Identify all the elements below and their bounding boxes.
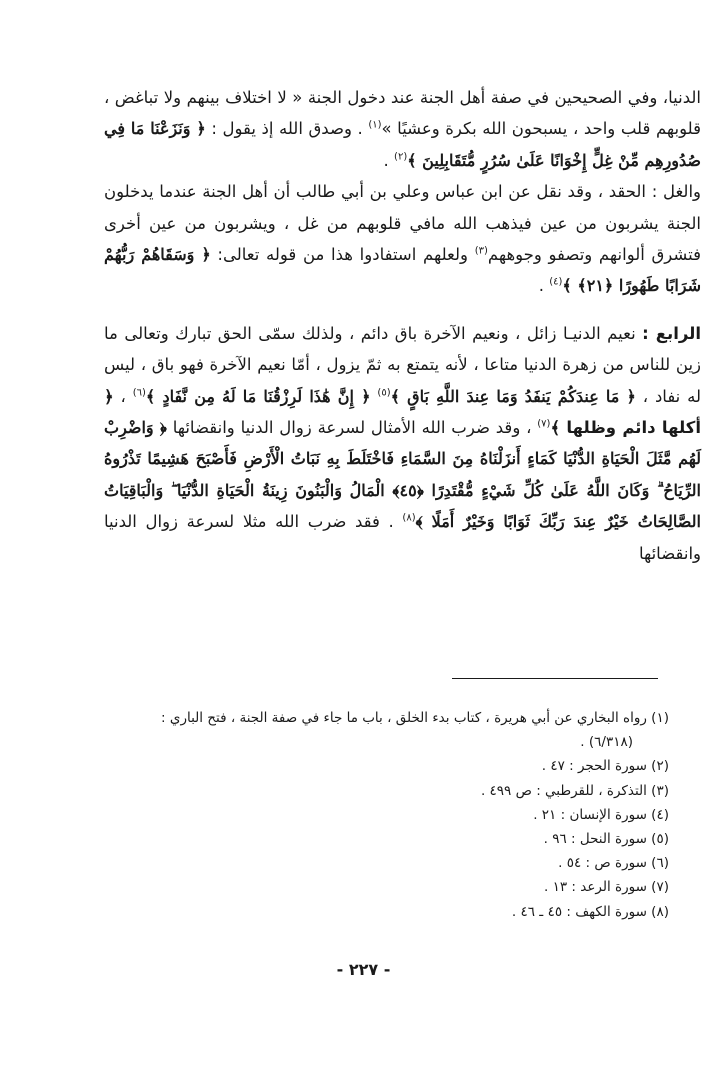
quran-verse: ﴿ وَنَزَعْنَا مَا فِي صُدُورِهِم مِّنْ غِلٍّ إِخْوَانًا عَلَىٰ سُرُرٍ مُّتَقَابِلِينَ ﴾ [104,119,701,170]
footnote-7: (٧) سورة الرعد : ١٣ . [544,879,669,896]
footnote-2: (٢) سورة الحجر : ٤٧ . [541,758,669,775]
footnote-ref-4: (٤) [549,276,563,288]
footnote-8: (٨) سورة الكهف : ٤٥ ـ ٤٦ . [511,903,669,920]
text-run: . فقد ضرب الله مثلا لسرعة زوال الدنيا وانقضائها [104,512,701,563]
quran-verse: ﴿ إِنَّ هَٰذَا لَرِزْقُنَا مَا لَهُ مِن نَّفَادٍ ﴾ [145,386,371,406]
text-run: . وصدق الله إذ يقول : [205,119,369,139]
text-run: . [538,276,550,296]
footnote-3: (٣) التذكرة ، للقرطبي : ص ٤٩٩ . [480,782,669,799]
footnote-ref-5: (٥) [377,387,391,399]
quoted-phrase: ﴿ أكلها دائم وظلها ﴾ [104,386,701,438]
paragraph-1 [104,82,701,176]
footnote-ref-1: (١) [368,119,382,131]
text-run: والغل : الحقد ، وقد نقل عن ابن عباس وعلي بن أبي طالب أن أهل الجنة عندما يدخلون الجنة يشربون من عين فيذهب الله مافي قلوبهم من غل ، ويشربون من عين أخرى فتشرق ألوانهم وتصفو وجوههم [104,182,701,265]
quran-verse: ﴿ مَا عِندَكُمْ يَنفَدُ وَمَا عِندَ اللَّهِ بَاقٍ ﴾ [390,386,636,406]
text-run: الدنيا، وفي الصحيحين في صفة أهل الجنة عند دخول الجنة « لا اختلاف بينهم ولا تباغض ، قلوبهم قلب واحد ، يسبحون الله بكرة وعشيًا » [104,88,701,139]
paragraph-2 [104,176,701,302]
footnote-ref-8: (٨) [402,512,416,524]
footnote-ref-2: (٢) [394,151,408,163]
footnote-5: (٥) سورة النحل : ٩٦ . [543,831,669,848]
footnote-separator [452,678,658,679]
footnote-4: (٤) سورة الإنسان : ٢١ . [533,806,669,823]
paragraph-3 [104,318,701,569]
text-run: . [383,150,395,170]
footnote-ref-3: (٣) [474,245,488,257]
footnote-1-continuation: (٦/٣١٨) . [580,734,633,751]
text-run: ولعلهم استفادوا هذا من قوله تعالى: [210,245,475,265]
footnote-ref-7: (٧) [537,418,551,430]
text-run: نعيم الدنيـا زائل ، ونعيم الآخرة باق دائم ، ولذلك سمّى الحق تبارك وتعالى ما زين للناس من زهرة الدنيا متاعا ، لأنه يتمتع به ثمّ يزول ، أمّا نعيم الآخرة فهو باق ، ليس له نفاد ، [104,323,701,406]
quran-verse: ﴿ وَاضْرِبْ لَهُم مَّثَلَ الْحَيَاةِ الدُّنْيَا كَمَاءٍ أَنزَلْنَاهُ مِنَ السَّمَاءِ فَاخْتَلَطَ بِهِ نَبَاتُ الْأَرْضِ فَأَصْبَحَ هَشِيمًا تَذْرُوهُ الرِّيَاحُ ۗ وَكَانَ اللَّهُ عَلَىٰ كُلِّ شَيْءٍ مُّقْتَدِرًا ﴿٤٥﴾ الْمَالُ وَالْبَنُونَ زِينَةُ الْحَيَاةِ الدُّنْيَا ۖ وَالْبَاقِيَاتُ الصَّالِحَاتُ خَيْرٌ عِندَ رَبِّكَ ثَوَابًا وَخَيْرٌ أَمَلًا ﴾ [104,418,702,532]
text-run: ، وقد ضرب الله الأمثال لسرعة زوال الدنيا وانقضائها [166,418,538,438]
paragraph-gap [104,302,701,318]
text-run: ، [113,386,133,406]
footnote-1: (١) رواه البخاري عن أبي هريرة ، كتاب بدء الخلق ، باب ما جاء في صفة الجنة ، فتح الباري : [161,710,669,726]
footnotes [60,706,669,924]
footnote-6: (٦) سورة ص : ٥٤ . [558,855,669,872]
footnote-ref-6: (٦) [132,387,146,399]
section-label: الرابع : [642,323,701,343]
main-text [104,82,701,569]
page-number: - ٢٢٧ - [336,960,391,979]
quran-verse: ﴿ وَسَقَاهُمْ رَبُّهُمْ شَرَابًا طَهُورًا ﴿٢١﴾ ﴾ [104,245,701,296]
